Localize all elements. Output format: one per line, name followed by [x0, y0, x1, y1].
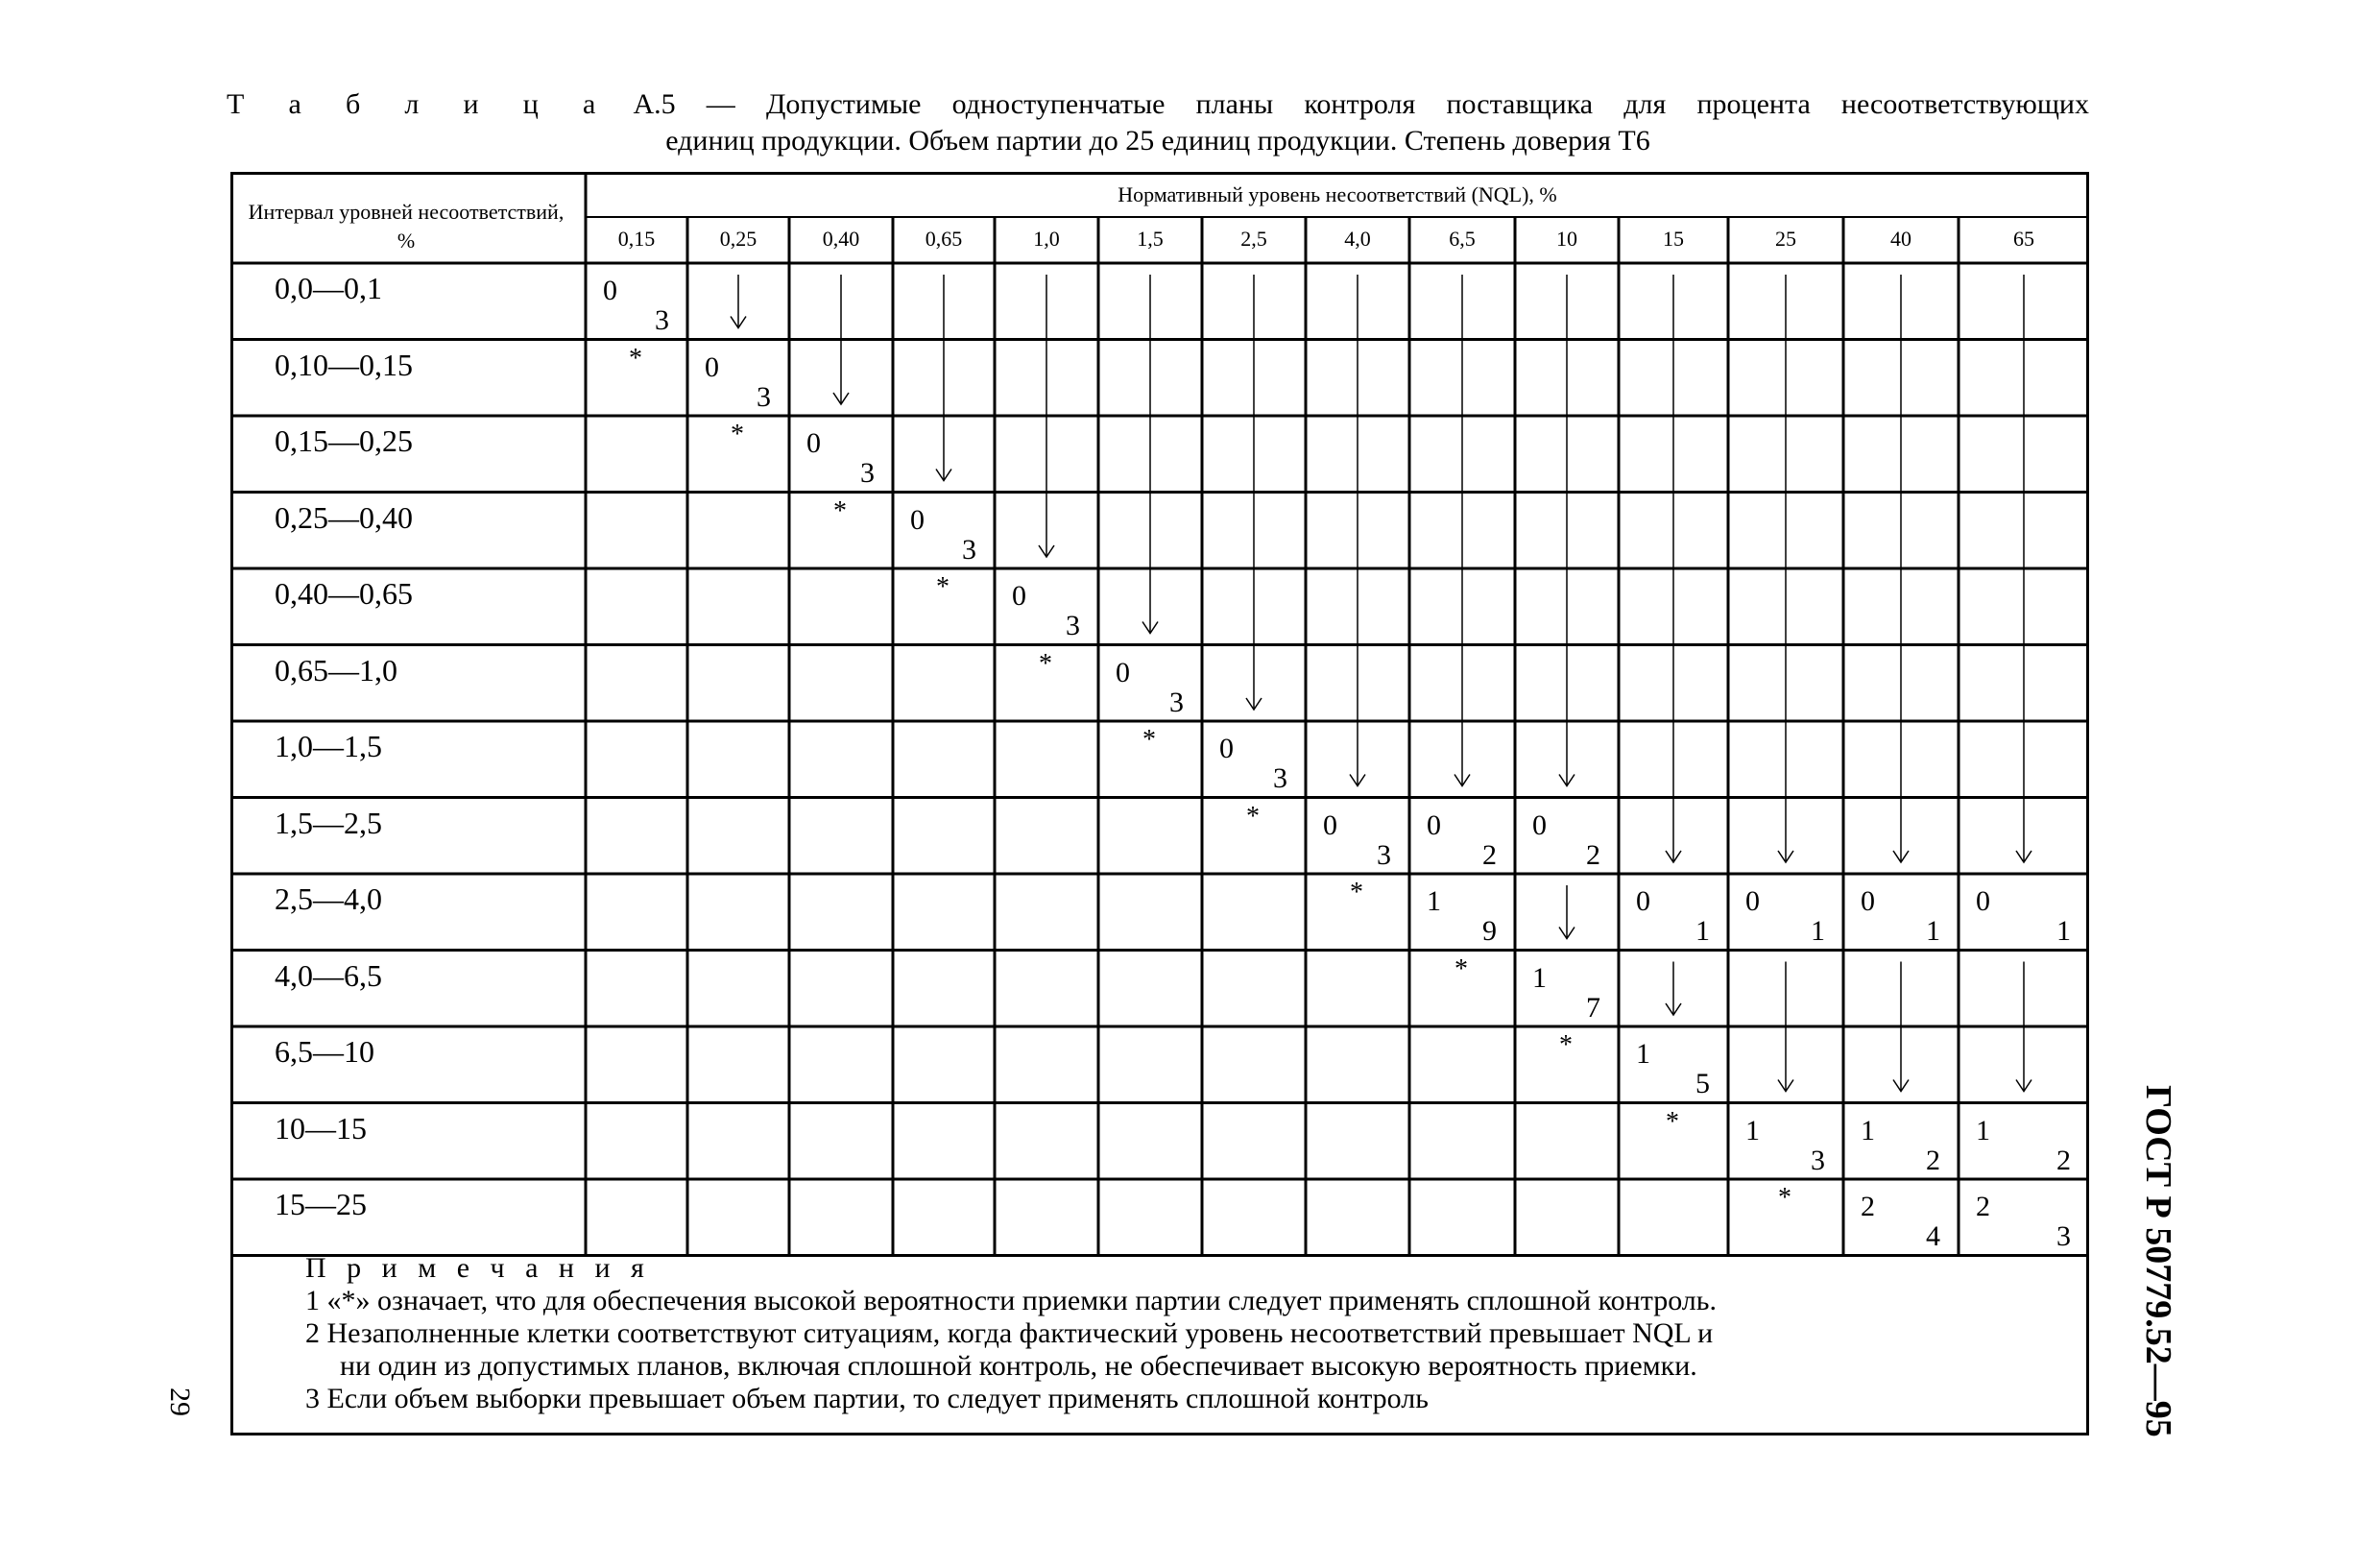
- cell-sample-size: 1: [1695, 915, 1710, 947]
- column-header: 1,5: [1137, 227, 1164, 251]
- row-label: 0,0—0,1: [275, 271, 382, 305]
- column-header: 0,40: [822, 227, 860, 251]
- column-header: 10: [1556, 227, 1577, 251]
- column-header: 0,15: [617, 227, 656, 251]
- row-label: 4,0—6,5: [275, 957, 382, 993]
- full-inspection-star: *: [1350, 878, 1363, 907]
- full-inspection-star: *: [833, 495, 847, 526]
- row-header: Интервал уровней несоответствий, %: [248, 200, 565, 253]
- note-1: 1 «*» означает, что для обеспечения высокой вероятности приемки партии следует применять сплошной контроль.: [305, 1285, 1717, 1316]
- cell-sample-size: 4: [1926, 1220, 1940, 1252]
- full-inspection-star: *: [1454, 953, 1468, 984]
- column-header: 4,0: [1344, 227, 1371, 251]
- full-inspection-star: *: [1142, 725, 1156, 755]
- note-2-continued: ни один из допустимых планов, включая сплошной контроль, не обеспечивает высокую вероятность приемки.: [340, 1350, 1697, 1382]
- cell-acceptance-number: 0: [1532, 808, 1547, 841]
- full-inspection-star: *: [1778, 1183, 1791, 1213]
- cell-sample-size: 3: [757, 380, 771, 413]
- cell-sample-size: 1: [1926, 915, 1940, 947]
- cell-sample-size: 1: [1811, 915, 1825, 947]
- down-arrow-icon: [1350, 275, 1365, 786]
- cell-sample-size: 3: [1273, 762, 1287, 794]
- down-arrow-icon: [1454, 275, 1470, 786]
- row-label: 0,25—0,40: [275, 499, 413, 535]
- cell-acceptance-number: 0: [1219, 733, 1234, 764]
- cell-acceptance-number: 0: [1323, 808, 1337, 841]
- cell-acceptance-number: 1: [1745, 1114, 1760, 1146]
- cell-sample-size: 5: [1695, 1068, 1710, 1099]
- caption-line-1: А.5 — Допустимые одноступенчатые планы контроля поставщика для процента несоответствующих: [633, 88, 2089, 120]
- row-label: 6,5—10: [275, 1034, 374, 1069]
- full-inspection-star: *: [936, 572, 950, 602]
- row-label: 0,15—0,25: [275, 423, 413, 458]
- full-inspection-star: *: [629, 343, 642, 374]
- cell-sample-size: 2: [1926, 1144, 1940, 1176]
- column-header: 25: [1775, 227, 1796, 251]
- column-header: 6,5: [1449, 227, 1476, 251]
- cell-acceptance-number: 0: [1861, 885, 1875, 917]
- caption-prefix: Т а б л и ц а: [227, 88, 603, 120]
- cell-acceptance-number: 0: [806, 427, 821, 459]
- column-header: 0,25: [719, 227, 757, 251]
- down-arrow-icon: [731, 275, 746, 328]
- cell-sample-size: 3: [962, 533, 976, 566]
- cell-sample-size: 3: [2056, 1220, 2071, 1252]
- column-header: 40: [1890, 227, 1911, 251]
- cell-acceptance-number: 0: [705, 350, 719, 383]
- notes-block: [305, 1252, 2083, 1415]
- down-arrow-icon: [936, 275, 951, 481]
- column-header: 15: [1663, 227, 1684, 251]
- down-arrow-icon: [1559, 275, 1575, 786]
- full-inspection-star: *: [1039, 648, 1052, 679]
- cell-sample-size: 3: [655, 304, 669, 336]
- cell-sample-size: 3: [1066, 610, 1080, 641]
- cell-sample-size: 1: [2056, 915, 2071, 947]
- cell-acceptance-number: 1: [1427, 885, 1441, 917]
- note-3: 3 Если объем выборки превышает объем партии, то следует применять сплошной контроль: [305, 1383, 1429, 1414]
- standard-number: ГОСТ Р 50779.52—95: [2138, 1085, 2178, 1437]
- cell-acceptance-number: 0: [1976, 885, 1990, 917]
- cell-sample-size: 7: [1586, 991, 1600, 1024]
- column-header: 65: [2013, 227, 2034, 251]
- row-label: 2,5—4,0: [275, 881, 382, 916]
- cell-sample-size: 3: [1811, 1144, 1825, 1176]
- notes-title: П р и м е ч а н и я: [305, 1252, 651, 1284]
- column-header: 2,5: [1240, 227, 1267, 251]
- nql-header: Нормативный уровень несоответствий (NQL), %: [1118, 182, 1557, 206]
- full-inspection-star: *: [1559, 1030, 1573, 1060]
- down-arrow-icon: [1559, 885, 1575, 939]
- row-label: 15—25: [275, 1187, 367, 1221]
- cell-sample-size: 2: [1482, 838, 1497, 871]
- note-2: 2 Незаполненные клетки соответствуют ситуациям, когда фактический уровень несоответствий превышает NQL и: [305, 1317, 1714, 1349]
- cell-sample-size: 3: [860, 457, 875, 489]
- cell-acceptance-number: 0: [1427, 808, 1441, 841]
- cell-acceptance-number: 1: [1976, 1114, 1990, 1146]
- cell-acceptance-number: 2: [1976, 1191, 1990, 1222]
- full-inspection-star: *: [1246, 801, 1260, 832]
- cell-acceptance-number: 0: [1745, 885, 1760, 917]
- cell-acceptance-number: 1: [1861, 1114, 1875, 1146]
- column-header: 0,65: [925, 227, 963, 251]
- cell-sample-size: 2: [2056, 1144, 2071, 1176]
- down-arrow-icon: [1666, 962, 1681, 1016]
- row-label: 1,5—2,5: [275, 805, 382, 840]
- cell-sample-size: 3: [1169, 686, 1184, 718]
- page-number: 29: [164, 1387, 196, 1416]
- row-label: 0,40—0,65: [275, 576, 413, 611]
- cell-acceptance-number: 0: [910, 503, 925, 536]
- down-arrow-icon: [1142, 275, 1158, 634]
- caption-line-2: единиц продукции. Объем партии до 25 единиц продукции. Степень доверия Т6: [665, 125, 1650, 157]
- cell-acceptance-number: 0: [1636, 885, 1650, 917]
- row-label: 10—15: [275, 1110, 367, 1146]
- row-label: 0,65—1,0: [275, 652, 397, 688]
- cell-acceptance-number: 1: [1532, 961, 1547, 994]
- cell-acceptance-number: 1: [1636, 1038, 1650, 1070]
- cell-sample-size: 3: [1377, 838, 1391, 871]
- cell-acceptance-number: 2: [1861, 1191, 1875, 1222]
- full-inspection-star: *: [1666, 1106, 1679, 1137]
- cell-acceptance-number: 0: [1012, 580, 1026, 612]
- full-inspection-star: *: [731, 420, 744, 449]
- cell-sample-size: 2: [1586, 838, 1600, 871]
- cell-acceptance-number: 0: [603, 275, 617, 306]
- cell-sample-size: 9: [1482, 915, 1497, 947]
- column-header: 1,0: [1033, 227, 1060, 251]
- row-label: 0,10—0,15: [275, 347, 413, 382]
- row-label: 1,0—1,5: [275, 729, 382, 763]
- cell-acceptance-number: 0: [1116, 656, 1130, 688]
